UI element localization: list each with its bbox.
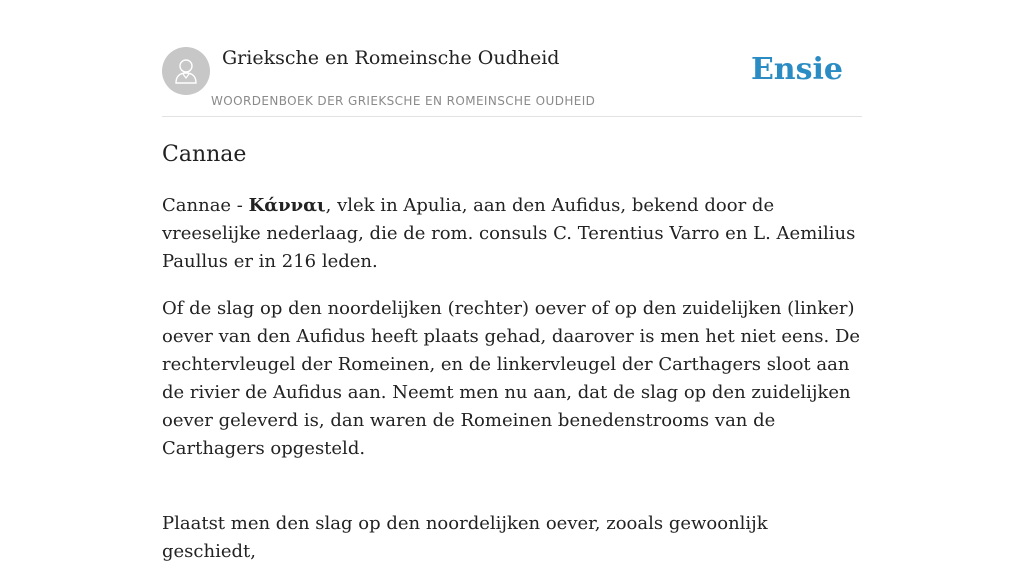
source-title[interactable]: Grieksche en Romeinsche Oudheid bbox=[222, 47, 560, 69]
source-subtitle[interactable]: WOORDENBOEK DER GRIEKSCHE EN ROMEINSCHE OUDHEID bbox=[211, 94, 596, 108]
entry-paragraph-1 bbox=[162, 192, 862, 276]
entry-title: Cannae bbox=[162, 142, 247, 167]
entry-paragraph-2: Of de slag op den noordelijken (rechter) oever of op den zuidelijken (linker) oever van den Aufidus heeft plaats gehad, daarover is men het niet eens. De rechtervleugel der Romeinen, en de linkervleugel der Carthagers sloot aan de rivier de Aufidus aan. Neemt men nu aan, dat de slag op den zuidelijken oever geleverd is, dan waren de Romeinen benedenstrooms van de Carthagers opgesteld. bbox=[162, 298, 861, 459]
brand-logo[interactable]: Ensie bbox=[750, 52, 843, 87]
greek-term: Κάνναι bbox=[248, 195, 326, 216]
source-header bbox=[162, 46, 862, 117]
entry-paragraph-3: Plaatst men den slag op den noordelijken oever, zooals gewoonlijk geschiedt, bbox=[162, 513, 768, 562]
entry-content bbox=[162, 192, 862, 585]
paragraph-spacer bbox=[162, 482, 862, 510]
user-avatar-icon[interactable] bbox=[162, 47, 210, 95]
entry-lead: Cannae - bbox=[162, 195, 249, 216]
entry-paragraph-1-text: , vlek in Apulia, aan den Aufidus, bekend door de vreeselijke nederlaag, die de rom. consuls C. Terentius Varro en L. Aemilius Paullus er in 216 leden. bbox=[162, 195, 856, 272]
